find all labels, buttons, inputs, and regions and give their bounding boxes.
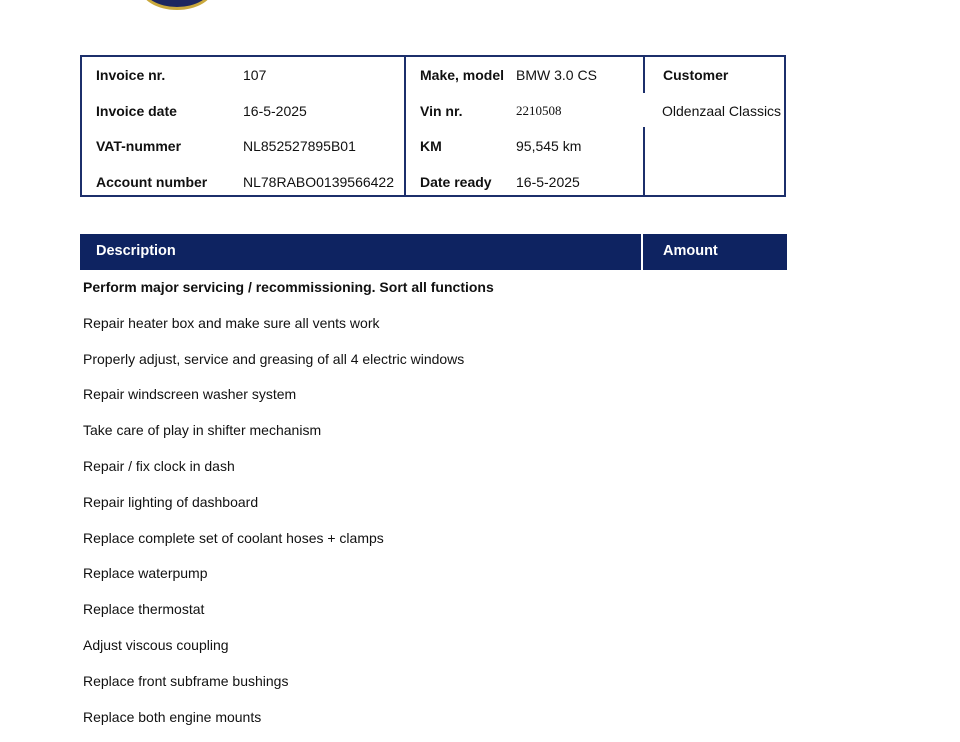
invoice-line: Replace waterpump [83,565,208,582]
invoice-line: Take care of play in shifter mechanism [83,422,322,439]
invoice-lines [83,277,783,742]
info-divider [404,57,406,195]
make-model-label: Make, model [420,67,505,83]
invoice-info-box [80,55,786,197]
km-value: 95,545 km [516,138,582,154]
invoice-line: Replace complete set of coolant hoses + clamps [83,529,384,546]
invoice-line: Replace thermostat [83,601,205,618]
header-divider [641,234,643,270]
invoice-date-value: 16-5-2025 [243,103,307,119]
account-number-value: NL78RABO0139566422 [243,174,395,190]
invoice-line: Repair lighting of dashboard [83,493,259,510]
info-divider [643,127,645,195]
invoice-line: Repair heater box and make sure all vents work [83,314,380,331]
customer-label: Customer [663,67,729,83]
date-ready-value: 16-5-2025 [516,174,580,190]
km-label: KM [420,138,442,154]
invoice-nr-value: 107 [243,67,267,83]
customer-value: Oldenzaal Classics [662,103,782,119]
make-model-value: BMW 3.0 CS [516,67,597,83]
vin-label: Vin nr. [420,103,463,119]
invoice-nr-label: Invoice nr. [96,67,166,83]
invoice-line: Replace both engine mounts [83,708,262,725]
invoice-line: Adjust viscous coupling [83,636,229,653]
account-number-label: Account number [96,174,208,190]
vat-value: NL852527895B01 [243,138,356,154]
description-header: Description [96,243,176,259]
invoice-line: Perform major servicing / recommissioning. Sort all functions [83,279,494,295]
invoice-line: Repair windscreen washer system [83,386,297,403]
vin-value: 2210508 [516,103,562,118]
invoice-line: Repair / fix clock in dash [83,457,235,474]
invoice-line: Replace front subframe bushings [83,672,289,689]
invoice-date-label: Invoice date [96,103,177,119]
company-logo [140,0,214,10]
info-divider [643,57,645,93]
vat-label: VAT-nummer [96,138,182,154]
invoice-line: Properly adjust, service and greasing of all 4 electric windows [83,350,465,367]
date-ready-label: Date ready [420,174,492,190]
amount-header: Amount [663,243,718,259]
table-header [80,234,787,270]
